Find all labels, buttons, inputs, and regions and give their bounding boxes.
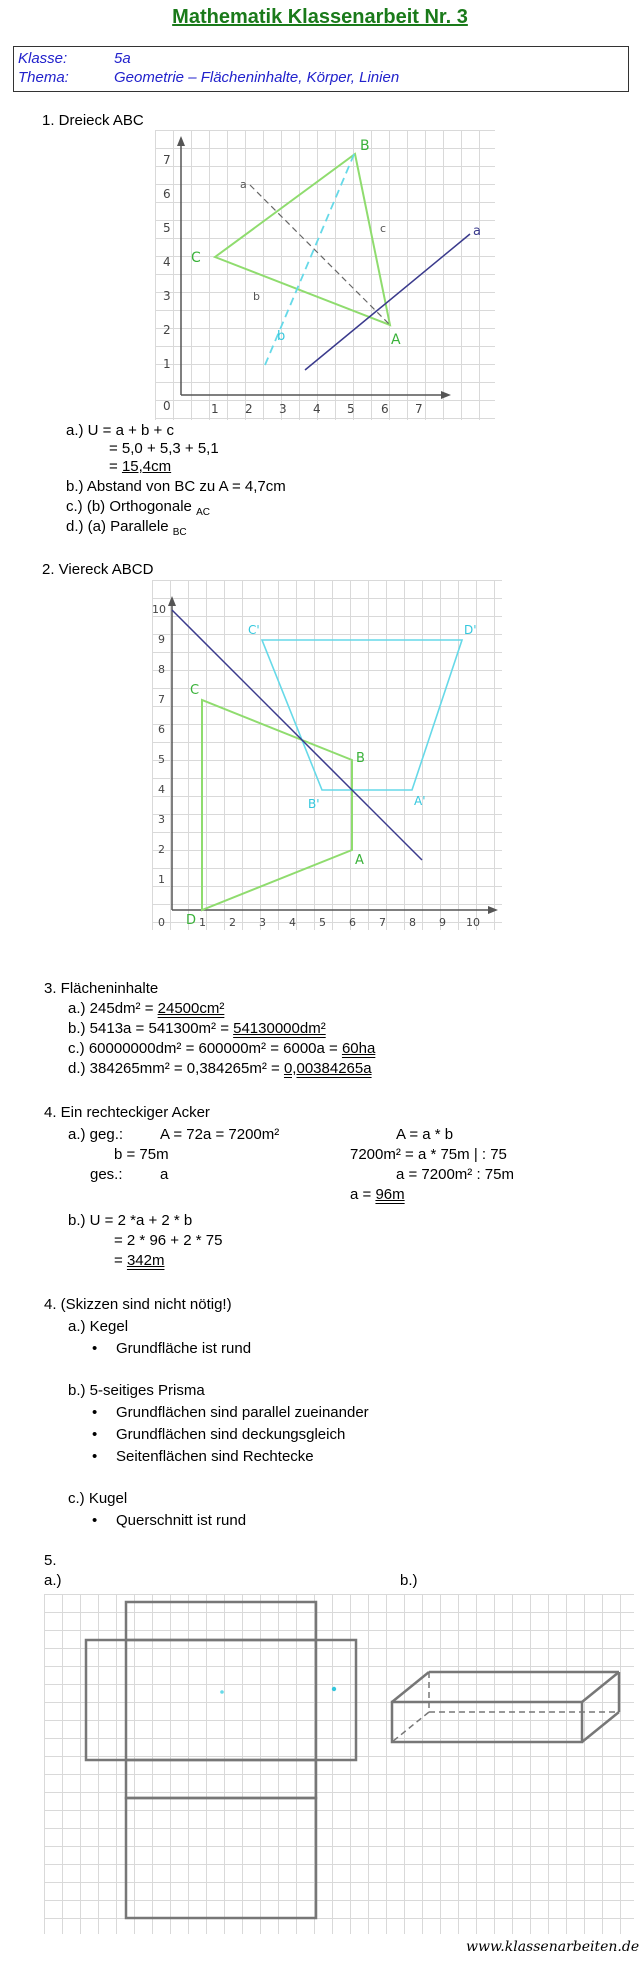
task3-a-result: 24500cm² bbox=[157, 1000, 225, 1017]
point-d-label: D bbox=[186, 913, 197, 928]
cuboid-3d bbox=[392, 1672, 619, 1742]
y-tick-2: 2 bbox=[158, 843, 165, 856]
task1-d-text: d.) (a) Parallele bbox=[66, 518, 169, 535]
side-c-label: c bbox=[380, 222, 387, 235]
info-box bbox=[13, 46, 629, 92]
task5-c-bullet-1: • Querschnitt ist rund bbox=[116, 1512, 246, 1530]
y-axis-arrow-icon bbox=[168, 596, 176, 606]
point-b-label: B bbox=[360, 138, 370, 154]
task4-geg-label: a.) geg.: bbox=[68, 1126, 124, 1143]
task2-heading: 2. Viereck ABCD bbox=[42, 561, 154, 578]
point-d-prime-label: D' bbox=[464, 623, 477, 637]
x-tick-4: 4 bbox=[313, 402, 321, 416]
y-tick-4: 4 bbox=[158, 783, 165, 796]
task1-b-line: b.) Abstand von BC zu A = 4,7cm bbox=[66, 478, 286, 495]
y-tick-3: 3 bbox=[163, 289, 171, 303]
y-tick-4: 4 bbox=[163, 255, 171, 269]
task1-d-line bbox=[66, 518, 187, 542]
y-tick-1: 1 bbox=[163, 357, 171, 371]
x-tick-9: 9 bbox=[439, 916, 446, 929]
x-tick-1: 1 bbox=[211, 402, 219, 416]
y-tick-9: 9 bbox=[158, 633, 165, 646]
task3-b bbox=[68, 1020, 326, 1038]
task1-a-line1: a.) U = a + b + c bbox=[66, 422, 174, 439]
task3-d-result: 0,00384265a bbox=[283, 1060, 372, 1077]
x-tick-7: 7 bbox=[379, 916, 386, 929]
task6-a-label: a.) bbox=[44, 1572, 62, 1589]
y-tick-5: 5 bbox=[163, 221, 171, 235]
triangle-sketch bbox=[155, 130, 495, 420]
y-tick-7: 7 bbox=[158, 693, 165, 706]
net-mark bbox=[332, 1687, 336, 1691]
task5-a-label: a.) Kegel bbox=[68, 1318, 129, 1335]
x-tick-8: 8 bbox=[409, 916, 416, 929]
task5-b-bullet-2: • Grundflächen sind deckungsgleich bbox=[116, 1426, 345, 1444]
task1-a-line3 bbox=[109, 458, 171, 476]
klasse-label: Klasse: bbox=[18, 50, 68, 67]
task3-a-prefix: a.) 245dm² = bbox=[68, 1000, 158, 1017]
mirrored-quadrilateral bbox=[262, 640, 462, 790]
task3-b-prefix: b.) 5413a = 541300m² = bbox=[68, 1020, 234, 1037]
task3-d bbox=[68, 1060, 372, 1078]
y-tick-6: 6 bbox=[158, 723, 165, 736]
task4-r4-result: 96m bbox=[375, 1186, 405, 1203]
x-tick-3: 3 bbox=[259, 916, 266, 929]
task6-b-label: b.) bbox=[400, 1572, 418, 1589]
x-tick-2: 2 bbox=[229, 916, 236, 929]
x-tick-4: 4 bbox=[289, 916, 296, 929]
x-tick-3: 3 bbox=[279, 402, 287, 416]
task1-d-sub: BC bbox=[172, 527, 187, 538]
side-b-label: b bbox=[253, 290, 260, 303]
task5-b-label: b.) 5-seitiges Prisma bbox=[68, 1382, 205, 1399]
x-axis-arrow-icon bbox=[488, 906, 498, 914]
task1-a-line3-prefix: = bbox=[109, 458, 122, 475]
y-tick-7: 7 bbox=[163, 153, 171, 167]
x-tick-7: 7 bbox=[415, 402, 423, 416]
task4-r1: A = a * b bbox=[396, 1126, 454, 1143]
task5-b-bullet-3: • Seitenflächen sind Rechtecke bbox=[116, 1448, 314, 1466]
height-line bbox=[250, 185, 390, 325]
task4-u3-prefix: = bbox=[114, 1252, 127, 1269]
line-b-label: b bbox=[277, 329, 286, 344]
net-mark bbox=[220, 1690, 224, 1694]
x-tick-10: 10 bbox=[466, 916, 480, 929]
y-tick-6: 6 bbox=[163, 187, 171, 201]
cuboid-hidden-edges bbox=[392, 1672, 619, 1742]
y-tick-5: 5 bbox=[158, 753, 165, 766]
task4-heading: 4. Ein rechteckiger Acker bbox=[44, 1104, 210, 1121]
task5-b-bullet-1: • Grundflächen sind parallel zueinander bbox=[116, 1404, 369, 1422]
thema-label: Thema: bbox=[18, 69, 69, 86]
task3-c bbox=[68, 1040, 375, 1058]
task5-c-label: c.) Kugel bbox=[68, 1490, 128, 1507]
origin-label: 0 bbox=[163, 399, 171, 413]
x-tick-6: 6 bbox=[381, 402, 389, 416]
x-tick-6: 6 bbox=[349, 916, 356, 929]
task4-r2: 7200m² = a * 75m | : 75 bbox=[350, 1146, 507, 1163]
klasse-value: 5a bbox=[114, 50, 131, 67]
task1-c-text: c.) (b) Orthogonale bbox=[66, 498, 192, 515]
task1-a-result: 15,4cm bbox=[121, 458, 172, 475]
quadrilateral-sketch-svg bbox=[152, 580, 502, 930]
task6-heading: 5. bbox=[44, 1552, 57, 1569]
x-tick-5: 5 bbox=[347, 402, 355, 416]
task3-b-result: 54130000dm² bbox=[233, 1020, 326, 1037]
point-a-label: A bbox=[391, 332, 401, 348]
task4-ges-label: ges.: bbox=[90, 1166, 123, 1183]
x-axis-arrow-icon bbox=[441, 391, 451, 399]
point-a-prime-label: A' bbox=[414, 794, 426, 808]
point-a-label: A bbox=[355, 853, 364, 868]
solids-sketch bbox=[44, 1594, 634, 1934]
task4-ges-a: a bbox=[160, 1166, 169, 1183]
task3-a bbox=[68, 1000, 224, 1018]
point-c-label: C bbox=[190, 683, 200, 698]
task4-geg-a: A = 72a = 7200m² bbox=[160, 1126, 280, 1143]
x-tick-1: 1 bbox=[199, 916, 206, 929]
task3-heading: 3. Flächeninhalte bbox=[44, 980, 159, 997]
task4-r4 bbox=[350, 1186, 405, 1204]
y-tick-3: 3 bbox=[158, 813, 165, 826]
quadrilateral-sketch bbox=[152, 580, 502, 930]
task3-d-prefix: d.) 384265mm² = 0,384265m² = bbox=[68, 1060, 284, 1077]
task4-u1: b.) U = 2 *a + 2 * b bbox=[68, 1212, 193, 1229]
page-title: Mathematik Klassenarbeit Nr. 3 bbox=[172, 6, 468, 28]
task4-u3 bbox=[114, 1252, 164, 1270]
y-tick-8: 8 bbox=[158, 663, 165, 676]
origin-label: 0 bbox=[158, 916, 165, 929]
task4-u2: = 2 * 96 + 2 * 75 bbox=[114, 1232, 223, 1249]
x-tick-5: 5 bbox=[319, 916, 326, 929]
thema-value: Geometrie – Flächeninhalte, Körper, Linien bbox=[114, 69, 400, 86]
task1-c-sub: AC bbox=[196, 507, 210, 518]
y-tick-10: 10 bbox=[152, 603, 166, 616]
side-a-label: a bbox=[240, 178, 247, 191]
task4-r4-prefix: a = bbox=[350, 1186, 376, 1203]
y-tick-2: 2 bbox=[163, 323, 171, 337]
solids-sketch-svg bbox=[44, 1594, 634, 1934]
line-a-label: a bbox=[473, 224, 481, 239]
task3-c-prefix: c.) 60000000dm² = 600000m² = 6000a = bbox=[68, 1040, 342, 1057]
task5-heading: 4. (Skizzen sind nicht nötig!) bbox=[44, 1296, 232, 1313]
point-b-label: B bbox=[356, 751, 365, 766]
y-axis-arrow-icon bbox=[177, 136, 185, 146]
cuboid-net bbox=[86, 1602, 356, 1918]
quadrilateral-abcd bbox=[202, 700, 352, 910]
point-b-prime-label: B' bbox=[308, 797, 320, 811]
footer-url: www.klassenarbeiten.de bbox=[466, 1939, 640, 1955]
mirror-axis-line bbox=[172, 610, 422, 860]
task1-heading: 1. Dreieck ABC bbox=[42, 112, 144, 129]
triangle-sketch-svg bbox=[155, 130, 495, 420]
point-c-prime-label: C' bbox=[248, 623, 260, 637]
task3-c-result: 60ha bbox=[341, 1040, 376, 1057]
task4-u3-result: 342m bbox=[126, 1252, 165, 1269]
task5-a-bullet-1: • Grundfläche ist rund bbox=[116, 1340, 251, 1358]
task1-a-line2: = 5,0 + 5,3 + 5,1 bbox=[109, 440, 219, 457]
task4-geg-b: b = 75m bbox=[114, 1146, 169, 1163]
x-tick-2: 2 bbox=[245, 402, 253, 416]
task4-r3: a = 7200m² : 75m bbox=[396, 1166, 514, 1183]
y-tick-1: 1 bbox=[158, 873, 165, 886]
point-c-label: C bbox=[191, 250, 201, 266]
